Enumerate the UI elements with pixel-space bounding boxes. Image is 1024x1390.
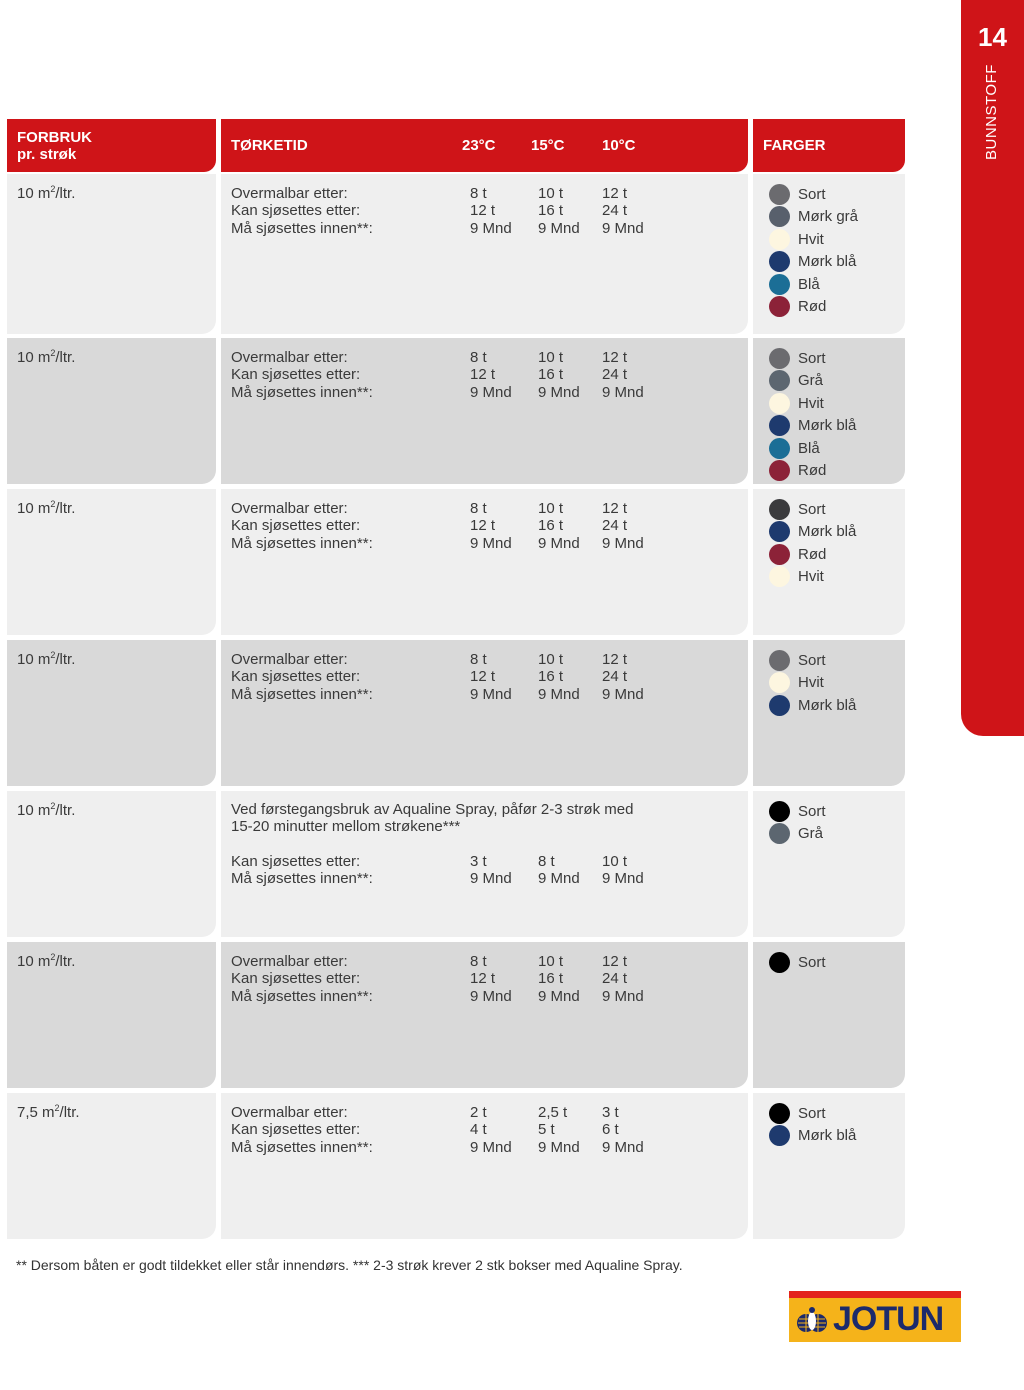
drying-time-value: 10 t	[538, 185, 564, 202]
drying-time-value: 9 Mnd	[602, 685, 644, 703]
farger-cell	[753, 791, 905, 937]
drying-time-label: Kan sjøsettes etter:	[231, 668, 361, 686]
color-swatch-icon	[769, 274, 790, 295]
forbruk-unit: /ltr.	[55, 500, 76, 517]
forbruk-unit: /ltr.	[55, 185, 76, 202]
drying-time-value: 24 t	[602, 668, 628, 686]
forbruk-cell	[7, 338, 216, 484]
drying-time-value: 12 t	[602, 500, 628, 517]
drying-time-value: 9 Mnd	[602, 219, 644, 237]
torketid-cell	[221, 489, 748, 635]
color-name: Mørk blå	[798, 417, 857, 435]
color-swatch-icon	[769, 544, 790, 565]
drying-time-value: 9 Mnd	[538, 1138, 580, 1156]
forbruk-amount: 10 m	[17, 953, 51, 970]
drying-time-value: 10 t	[538, 651, 564, 668]
drying-time-label: Må sjøsettes innen**:	[231, 1138, 373, 1156]
drying-time-value: 9 Mnd	[470, 1138, 512, 1156]
color-swatch-icon	[769, 499, 790, 520]
drying-time-label: Overmalbar etter:	[231, 651, 348, 668]
drying-time-value: 3 t	[602, 1104, 619, 1121]
globe-figure-icon	[796, 1306, 828, 1334]
drying-time-row	[221, 651, 748, 668]
logo-stripe	[789, 1291, 961, 1298]
drying-time-label: Må sjøsettes innen**:	[231, 685, 373, 703]
color-swatch-icon	[769, 672, 790, 693]
forbruk-cell	[7, 1093, 216, 1239]
drying-time-value: 16 t	[538, 517, 564, 535]
color-swatch-icon	[769, 229, 790, 250]
color-swatch-icon	[769, 184, 790, 205]
color-swatch-icon	[769, 251, 790, 272]
drying-time-value: 8 t	[470, 185, 487, 202]
drying-time-value: 10 t	[538, 349, 564, 366]
forbruk-unit: /ltr.	[55, 953, 76, 970]
drying-time-label: Må sjøsettes innen**:	[231, 534, 373, 552]
header-forbruk-label: FORBRUK	[17, 129, 92, 146]
drying-time-value: 24 t	[602, 366, 628, 384]
color-name: Sort	[798, 954, 826, 971]
drying-time-value: 4 t	[470, 1121, 487, 1139]
drying-time-value: 2 t	[470, 1104, 487, 1121]
drying-times	[221, 853, 748, 888]
color-name: Grå	[798, 825, 824, 843]
forbruk-amount: 10 m	[17, 349, 51, 366]
color-swatch-icon	[769, 566, 790, 587]
drying-time-row	[221, 535, 748, 552]
forbruk-cell	[7, 174, 216, 334]
color-swatch-icon	[769, 438, 790, 459]
drying-time-value: 10 t	[602, 853, 628, 870]
drying-time-label: Overmalbar etter:	[231, 185, 348, 202]
color-name: Mørk blå	[798, 696, 857, 714]
color-swatch-icon	[769, 206, 790, 227]
drying-time-row	[221, 220, 748, 237]
color-swatch-icon	[769, 801, 790, 822]
drying-times	[221, 349, 748, 401]
drying-time-value: 12 t	[602, 349, 628, 366]
forbruk-cell	[7, 640, 216, 786]
drying-time-row	[221, 500, 748, 517]
color-name: Blå	[798, 275, 820, 293]
drying-time-label: Kan sjøsettes etter:	[231, 970, 361, 988]
drying-time-value: 8 t	[470, 349, 487, 366]
forbruk-exponent: 2	[50, 650, 56, 660]
header-temp-15: 15°C	[531, 137, 565, 154]
drying-time-value: 9 Mnd	[470, 383, 512, 401]
page-number: 14	[978, 22, 1007, 52]
forbruk-value	[17, 184, 75, 202]
color-swatch-icon	[769, 1125, 790, 1146]
forbruk-amount: 10 m	[17, 500, 51, 517]
drying-time-label: Kan sjøsettes etter:	[231, 366, 361, 384]
drying-time-row	[221, 202, 748, 219]
forbruk-value	[17, 801, 75, 819]
drying-times	[221, 651, 748, 703]
farger-cell	[753, 942, 905, 1088]
drying-time-value: 9 Mnd	[538, 219, 580, 237]
drying-time-value: 9 Mnd	[538, 987, 580, 1005]
color-name: Hvit	[798, 394, 824, 412]
color-name: Hvit	[798, 230, 824, 248]
color-swatch-icon	[769, 415, 790, 436]
forbruk-exponent: 2	[50, 801, 56, 811]
drying-time-value: 12 t	[470, 668, 496, 686]
header-farger-label: FARGER	[763, 137, 826, 154]
forbruk-value	[17, 650, 75, 668]
drying-time-value: 24 t	[602, 970, 628, 988]
drying-time-value: 9 Mnd	[470, 987, 512, 1005]
header-torketid-label: TØRKETID	[231, 137, 308, 154]
color-name: Rød	[798, 545, 827, 563]
drying-time-value: 10 t	[538, 500, 564, 517]
torketid-cell	[221, 942, 748, 1088]
drying-time-row	[221, 988, 748, 1005]
forbruk-value	[17, 499, 75, 517]
color-swatch-icon	[769, 460, 790, 481]
drying-time-row	[221, 366, 748, 383]
drying-time-row	[221, 1104, 748, 1121]
drying-time-value: 2,5 t	[538, 1104, 568, 1121]
drying-time-value: 16 t	[538, 668, 564, 686]
drying-time-row	[221, 970, 748, 987]
drying-time-value: 9 Mnd	[538, 383, 580, 401]
color-swatch-icon	[769, 348, 790, 369]
drying-time-label: Overmalbar etter:	[231, 500, 348, 517]
drying-time-label: Kan sjøsettes etter:	[231, 1121, 361, 1139]
torketid-cell	[221, 640, 748, 786]
drying-time-value: 9 Mnd	[470, 685, 512, 703]
torketid-cell	[221, 174, 748, 334]
drying-time-label: Kan sjøsettes etter:	[231, 853, 361, 870]
color-name: Rød	[798, 461, 827, 479]
note-line: Ved førstegangsbruk av Aqualine Spray, påfør 2-3 strøk med	[231, 801, 634, 818]
farger-cell	[753, 1093, 905, 1239]
drying-times	[221, 953, 748, 1005]
drying-time-label: Må sjøsettes innen**:	[231, 870, 373, 888]
forbruk-value	[17, 1103, 80, 1121]
drying-time-row	[221, 853, 748, 870]
header-temp-23: 23°C	[462, 137, 496, 154]
forbruk-amount: 10 m	[17, 651, 51, 668]
section-title: BUNNSTOFF	[983, 64, 1000, 160]
color-swatch-icon	[769, 650, 790, 671]
note-line: 15-20 minutter mellom strøkene***	[231, 818, 461, 835]
color-name: Rød	[798, 297, 827, 315]
color-name: Hvit	[798, 674, 824, 692]
color-name: Sort	[798, 803, 826, 820]
drying-time-value: 24 t	[602, 202, 628, 220]
farger-cell	[753, 338, 905, 484]
drying-time-label: Overmalbar etter:	[231, 1104, 348, 1121]
logo-text: JOTUN	[833, 1300, 944, 1338]
color-name: Sort	[798, 186, 826, 203]
footnote: ** Dersom båten er godt tildekket eller står innendørs. *** 2-3 strøk krever 2 stk bokser med Aqualine Spray.	[16, 1257, 683, 1273]
farger-cell	[753, 489, 905, 635]
torketid-cell	[221, 791, 748, 937]
color-swatch-icon	[769, 296, 790, 317]
drying-time-row	[221, 384, 748, 401]
drying-time-value: 9 Mnd	[470, 534, 512, 552]
header-forbruk	[7, 119, 216, 172]
drying-time-label: Må sjøsettes innen**:	[231, 383, 373, 401]
drying-time-label: Overmalbar etter:	[231, 349, 348, 366]
header-farger	[753, 119, 905, 172]
drying-time-value: 9 Mnd	[602, 534, 644, 552]
drying-time-value: 9 Mnd	[538, 685, 580, 703]
section-tab	[961, 0, 1024, 736]
drying-time-value: 6 t	[602, 1121, 619, 1139]
color-swatch-icon	[769, 521, 790, 542]
drying-time-row	[221, 1139, 748, 1156]
header-forbruk-sublabel: pr. strøk	[17, 146, 77, 163]
drying-time-value: 9 Mnd	[602, 383, 644, 401]
drying-time-value: 8 t	[538, 853, 555, 870]
drying-times	[221, 185, 748, 237]
color-name: Mørk grå	[798, 208, 858, 226]
color-name: Mørk blå	[798, 523, 857, 541]
drying-times	[221, 1104, 748, 1156]
drying-time-value: 9 Mnd	[470, 870, 512, 888]
forbruk-unit: /ltr.	[55, 651, 76, 668]
forbruk-unit: /ltr.	[55, 349, 76, 366]
color-name: Grå	[798, 372, 824, 390]
drying-time-value: 12 t	[470, 366, 496, 384]
drying-time-value: 12 t	[602, 185, 628, 202]
color-name: Sort	[798, 1105, 826, 1122]
drying-time-row	[221, 686, 748, 703]
drying-time-value: 5 t	[538, 1121, 555, 1139]
forbruk-value	[17, 348, 75, 366]
drying-time-value: 9 Mnd	[602, 870, 644, 888]
drying-time-value: 8 t	[470, 651, 487, 668]
color-name: Blå	[798, 439, 820, 457]
jotun-logo	[789, 1291, 961, 1342]
forbruk-unit: /ltr.	[55, 802, 76, 819]
drying-time-value: 9 Mnd	[602, 1138, 644, 1156]
drying-time-label: Kan sjøsettes etter:	[231, 517, 361, 535]
drying-time-value: 12 t	[602, 953, 628, 970]
forbruk-cell	[7, 489, 216, 635]
color-name: Sort	[798, 652, 826, 669]
drying-time-row	[221, 668, 748, 685]
drying-times	[221, 500, 748, 552]
color-swatch-icon	[769, 695, 790, 716]
drying-time-value: 16 t	[538, 970, 564, 988]
forbruk-amount: 10 m	[17, 802, 51, 819]
forbruk-cell	[7, 791, 216, 937]
color-swatch-icon	[769, 1103, 790, 1124]
drying-time-label: Må sjøsettes innen**:	[231, 987, 373, 1005]
forbruk-unit: /ltr.	[59, 1104, 80, 1121]
header-torketid	[221, 119, 748, 172]
drying-time-value: 8 t	[470, 953, 487, 970]
forbruk-exponent: 2	[50, 184, 56, 194]
color-swatch-icon	[769, 952, 790, 973]
drying-time-value: 8 t	[470, 500, 487, 517]
color-swatch-icon	[769, 823, 790, 844]
drying-time-value: 12 t	[470, 517, 496, 535]
drying-time-row	[221, 953, 748, 970]
forbruk-exponent: 2	[50, 348, 56, 358]
drying-time-value: 9 Mnd	[538, 870, 580, 888]
forbruk-amount: 7,5 m	[17, 1104, 55, 1121]
color-name: Hvit	[798, 568, 824, 586]
drying-time-value: 16 t	[538, 366, 564, 384]
drying-time-label: Kan sjøsettes etter:	[231, 202, 361, 220]
application-note	[231, 801, 633, 835]
color-name: Sort	[798, 350, 826, 367]
forbruk-exponent: 2	[50, 499, 56, 509]
torketid-cell	[221, 338, 748, 484]
drying-time-value: 12 t	[602, 651, 628, 668]
drying-time-value: 3 t	[470, 853, 487, 870]
color-name: Sort	[798, 501, 826, 518]
drying-time-label: Må sjøsettes innen**:	[231, 219, 373, 237]
drying-time-value: 12 t	[470, 202, 496, 220]
drying-time-row	[221, 185, 748, 202]
forbruk-exponent: 2	[54, 1103, 60, 1113]
drying-time-row	[221, 870, 748, 887]
farger-cell	[753, 640, 905, 786]
drying-time-value: 9 Mnd	[538, 534, 580, 552]
color-swatch-icon	[769, 370, 790, 391]
forbruk-exponent: 2	[50, 952, 56, 962]
farger-cell	[753, 174, 905, 334]
drying-time-row	[221, 1121, 748, 1138]
color-swatch-icon	[769, 393, 790, 414]
torketid-cell	[221, 1093, 748, 1239]
drying-time-value: 9 Mnd	[470, 219, 512, 237]
drying-time-value: 10 t	[538, 953, 564, 970]
drying-time-row	[221, 349, 748, 366]
drying-time-value: 24 t	[602, 517, 628, 535]
forbruk-value	[17, 952, 75, 970]
forbruk-cell	[7, 942, 216, 1088]
forbruk-amount: 10 m	[17, 185, 51, 202]
drying-time-label: Overmalbar etter:	[231, 953, 348, 970]
drying-time-value: 9 Mnd	[602, 987, 644, 1005]
color-name: Mørk blå	[798, 253, 857, 271]
drying-time-row	[221, 517, 748, 534]
drying-time-value: 12 t	[470, 970, 496, 988]
header-temp-10: 10°C	[602, 137, 636, 154]
drying-time-value: 16 t	[538, 202, 564, 220]
color-name: Mørk blå	[798, 1127, 857, 1145]
